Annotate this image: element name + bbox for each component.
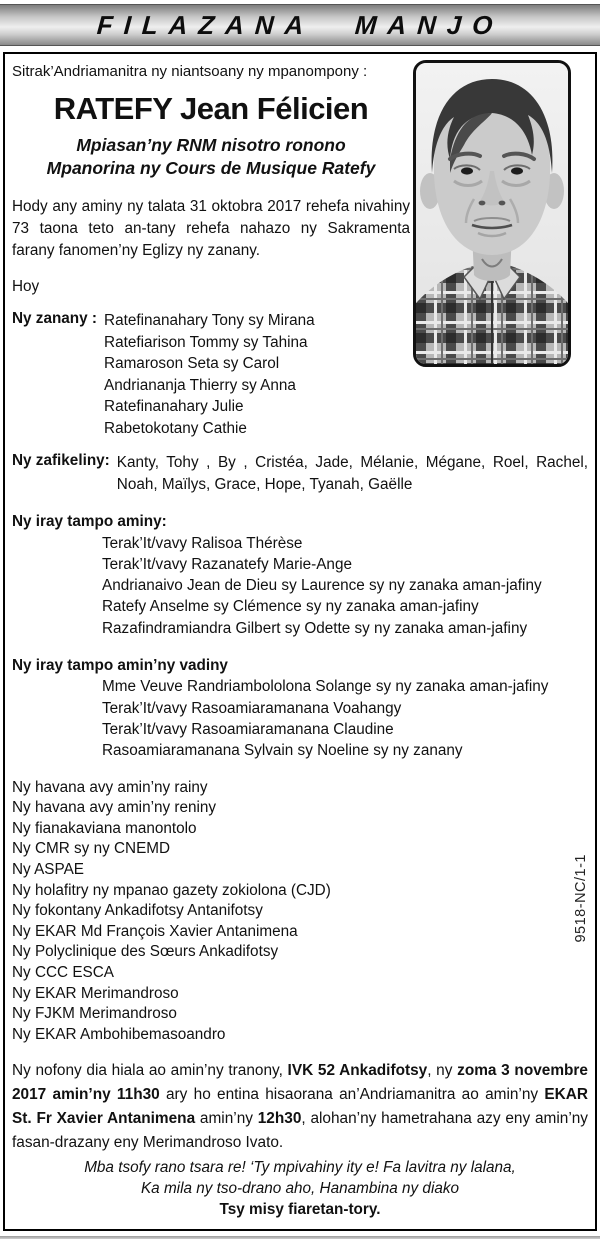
funeral-bold-segment: EKAR St. Fr Xavier Antanimena [12, 1086, 588, 1128]
spouse-sibling-name: Rasoamiaramanana Sylvain sy Noeline sy ny zanany [102, 742, 463, 760]
grandchildren-section [12, 452, 588, 495]
funeral-text-segment: , ny [427, 1062, 458, 1080]
intro-line: Sitrak’Andriamanitra ny niantsoany ny mpanompony : [12, 63, 368, 80]
child-name: Rabetokotany Cathie [104, 419, 247, 437]
reference-code: 9518-NC/1-1 [573, 854, 589, 943]
child-name: Ratefinanahary Tony sy Mirana [104, 312, 315, 329]
child-name: Ratefinanahary Julie [104, 398, 244, 415]
spouse-siblings-names [12, 676, 588, 761]
children-names [104, 310, 410, 439]
sibling-name: Razafindramiandra Gilbert sy Odette sy ny zanaka aman-jafiny [102, 619, 528, 637]
mourner-line: Ny havana avy amin’ny rainy [12, 778, 208, 796]
spouse-sibling-name: Mme Veuve Randriambololona Solange sy ny zanaka aman-jafiny [102, 678, 549, 696]
deceased-subtitle-1: Mpiasan’ny RNM nisotro ronono [76, 135, 346, 155]
mourner-line: Ny EKAR Merimandroso [12, 984, 179, 1002]
masthead-banner [0, 4, 600, 46]
funeral-bold-segment: zoma 3 novembre 2017 amin’ny 11h30 [12, 1062, 588, 1104]
mourner-line: Ny EKAR Md François Xavier Antanimena [12, 922, 298, 940]
farewell-line-2: Ka mila ny tso-drano aho, Hanambina ny diako [140, 1180, 459, 1198]
mourner-line: Ny havana avy amin’ny reniny [12, 799, 217, 817]
child-name: Ratefiarison Tommy sy Tahina [104, 333, 308, 351]
mourner-line: Ny fokontany Ankadifotsy Antanifotsy [12, 902, 263, 920]
spouse-siblings-label: Ny iray tampo amin’ny vadiny [12, 656, 228, 674]
mourner-line: Ny CMR sy ny CNEMD [12, 840, 171, 858]
children-label: Ny zanany : [12, 310, 98, 327]
mourners-list [12, 778, 588, 1046]
mourner-line: Ny holafitry ny mpanao gazety zokiolona (CJD) [12, 881, 331, 899]
death-paragraph: Hody any aminy ny talata 31 oktobra 2017 rehefa nivahiny 73 taona teto an-tany rehefa nahazo ny Sakramenta farany fanomen’ny Eglizy ny zanany. [12, 198, 410, 259]
mourner-line: Ny FJKM Merimandroso [12, 1005, 177, 1023]
children-section [12, 310, 410, 439]
farewell-line-3: Tsy misy fiaretan-tory. [219, 1201, 381, 1219]
portrait-illustration [416, 63, 568, 364]
spouse-sibling-name: Terak’It/vavy Rasoamiaramanana Voahangy [102, 699, 402, 717]
funeral-bold-segment: IVK 52 Ankadifotsy [287, 1062, 428, 1080]
farewell-line-1: Mba tsofy rano tsara re! ‘Ty mpivahiny ity e! Fa lavitra ny lalana, [84, 1159, 516, 1177]
spouse-siblings-section [12, 655, 588, 762]
funeral-paragraph [12, 1059, 588, 1155]
mourner-line: Ny fianakaviana manontolo [12, 819, 197, 837]
hoy-label: Hoy [12, 278, 40, 295]
sibling-name: Terak’It/vavy Ralisoa Thérèse [102, 534, 303, 552]
siblings-names [12, 533, 588, 639]
funeral-text-segment: , alohan’ny hametrahana azy eny amin’ny fasan-drazany eny Merimandroso Ivato. [12, 1110, 588, 1152]
mourner-line: Ny Polyclinique des Sœurs Ankadifotsy [12, 943, 279, 961]
mourner-line: Ny EKAR Ambohibemasoandro [12, 1025, 226, 1043]
child-name: Ramaroson Seta sy Carol [104, 355, 280, 372]
portrait-photo [413, 60, 571, 367]
masthead-title: FILAZANA MANJO [95, 9, 505, 40]
mourner-line: Ny CCC ESCA [12, 964, 114, 982]
grandchildren-label: Ny zafikeliny: [12, 452, 110, 469]
funeral-bold-segment: 12h30 [257, 1110, 302, 1128]
mourner-line: Ny ASPAE [12, 861, 84, 879]
siblings-label: Ny iray tampo aminy: [12, 513, 167, 530]
funeral-text-segment: ary ho entina hisaorana an’Andriamanitra ao amin’ny [159, 1086, 545, 1104]
deceased-subtitle-2: Mpanorina ny Cours de Musique Ratefy [46, 158, 376, 178]
spouse-sibling-name: Terak’It/vavy Rasoamiaramanana Claudine [102, 721, 394, 739]
child-name: Andriananja Thierry sy Anna [104, 376, 296, 394]
siblings-section [12, 511, 588, 639]
deceased-name: RATEFY Jean Félicien [53, 91, 369, 126]
funeral-text-segment: amin’ny [195, 1110, 258, 1128]
farewell-block [12, 1157, 588, 1220]
sibling-name: Ratefy Anselme sy Clémence sy ny zanaka aman-jafiny [102, 598, 479, 616]
notice-box [3, 52, 597, 1231]
obituary-page [0, 4, 600, 1241]
sibling-name: Terak’It/vavy Razanatefy Marie-Ange [102, 555, 352, 573]
left-column [12, 62, 410, 439]
sibling-name: Andrianaivo Jean de Dieu sy Laurence sy ny zanaka aman-jafiny [102, 577, 542, 595]
funeral-text-segment: Ny nofony dia hiala ao amin’ny tranony, [12, 1062, 288, 1080]
grandchildren-names: Kanty, Tohy , By , Cristéa, Jade, Mélanie, Mégane, Roel, Rachel, Noah, Maïlys, Grace, Hope, Tyanah, Gaëlle [116, 454, 588, 493]
